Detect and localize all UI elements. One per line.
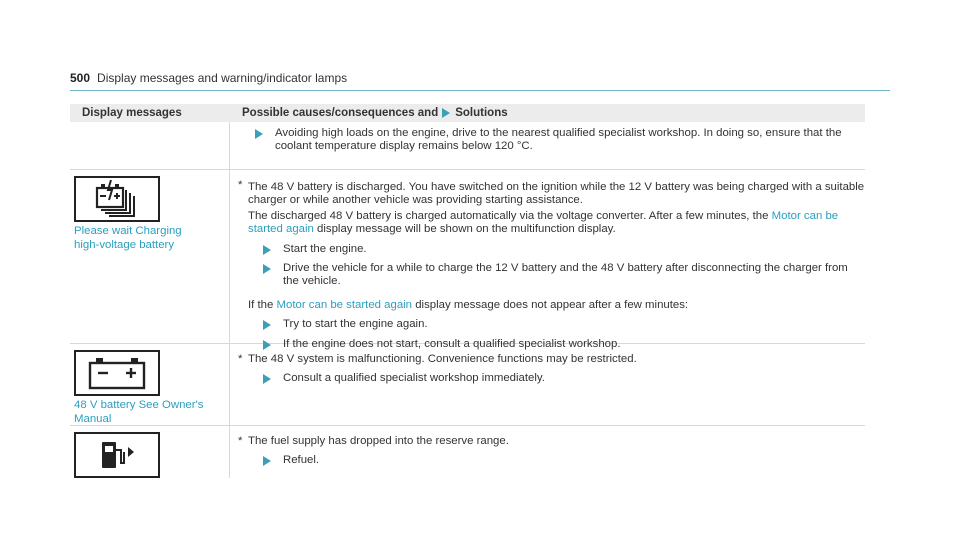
- list-item: [263, 454, 865, 467]
- battery-warning-icon: [74, 350, 160, 396]
- list-item: [263, 243, 865, 256]
- arrow-icon: [263, 374, 271, 384]
- table-header: [70, 104, 865, 122]
- cause-block: [238, 353, 865, 366]
- cause-text: The fuel supply has dropped into the reserve range.: [248, 435, 509, 447]
- arrow-icon: [263, 456, 271, 466]
- page-header: [70, 71, 890, 91]
- display-message-ref: Motor can be started again: [248, 209, 839, 236]
- cause-cell: [230, 344, 865, 425]
- item-text: Drive the vehicle for a while to charge the 12 V battery and the 48 V battery after disconnecting the charger from the vehicle.: [283, 262, 848, 288]
- item-text: Consult a qualified specialist workshop immediately.: [283, 372, 545, 385]
- arrow-icon: [263, 264, 271, 274]
- cause-paragraph: [248, 210, 865, 237]
- cause-text: display message will be shown on the multifunction display.: [317, 223, 616, 236]
- battery-charging-icon: [74, 176, 160, 222]
- cause-text: The discharged 48 V battery is charged automatically via the voltage converter. After a few minutes, the: [248, 209, 769, 222]
- table-row: [70, 344, 865, 426]
- arrow-icon: [263, 320, 271, 330]
- item-text: Refuel.: [283, 454, 320, 467]
- arrow-icon: [442, 108, 450, 118]
- list-item: [255, 127, 865, 154]
- cause-text: The 48 V system is malfunctioning. Convenience functions may be restricted.: [248, 353, 637, 365]
- table-row: [70, 122, 865, 170]
- messages-table: [70, 104, 865, 478]
- item-text: Avoiding high loads on the engine, drive to the nearest qualified specialist workshop. In doing so, ensure that the coolant temperature display remains below 120 °C.: [275, 127, 842, 153]
- col-header-causes: [230, 107, 865, 119]
- cause-cell: [230, 170, 865, 350]
- arrow-icon: [263, 245, 271, 255]
- table-row: [70, 426, 865, 478]
- message-label: Please wait Charging high-voltage battery: [74, 225, 182, 251]
- col-header-solutions-text: Solutions: [455, 107, 508, 119]
- fuel-pump-icon: [74, 432, 160, 478]
- arrow-icon: [255, 129, 263, 139]
- message-cell: [70, 344, 230, 425]
- asterisk: *: [238, 179, 243, 191]
- list-item: [263, 318, 865, 331]
- cause-text: If the: [248, 298, 274, 311]
- cause-cell: [230, 426, 865, 478]
- cause-block: [238, 179, 865, 237]
- message-label: 48 V battery See Owner's Manual: [74, 399, 204, 425]
- list-item: [263, 262, 865, 289]
- message-cell: [70, 122, 230, 169]
- display-message-ref: Motor can be started again: [276, 298, 413, 311]
- message-cell: [70, 170, 230, 343]
- item-text: Start the engine.: [283, 242, 367, 255]
- cause-text: display message does not appear after a few minutes:: [415, 298, 689, 311]
- page-title: Display messages and warning/indicator lamps: [97, 71, 348, 85]
- item-text: If the engine does not start, consult a qualified specialist workshop.: [283, 337, 621, 350]
- cause-paragraph: [248, 299, 865, 312]
- table-row: [70, 170, 865, 350]
- asterisk: *: [238, 353, 243, 365]
- cause-body: [248, 179, 865, 237]
- cause-cell: [230, 122, 865, 169]
- cause-text: The 48 V battery is discharged. You have switched on the ignition while the 12 V battery was being charged with a suitable charger or while another vehicle was providing starting assistance.: [248, 181, 865, 207]
- item-text: Try to start the engine again.: [283, 318, 428, 331]
- message-cell: [70, 426, 230, 478]
- col-header-causes-text: Possible causes/consequences and: [242, 107, 439, 119]
- list-item: [263, 372, 865, 385]
- page-number: 500: [70, 71, 91, 85]
- cause-block: [238, 435, 865, 448]
- col-header-display-messages: Display messages: [82, 107, 182, 119]
- asterisk: *: [238, 435, 243, 447]
